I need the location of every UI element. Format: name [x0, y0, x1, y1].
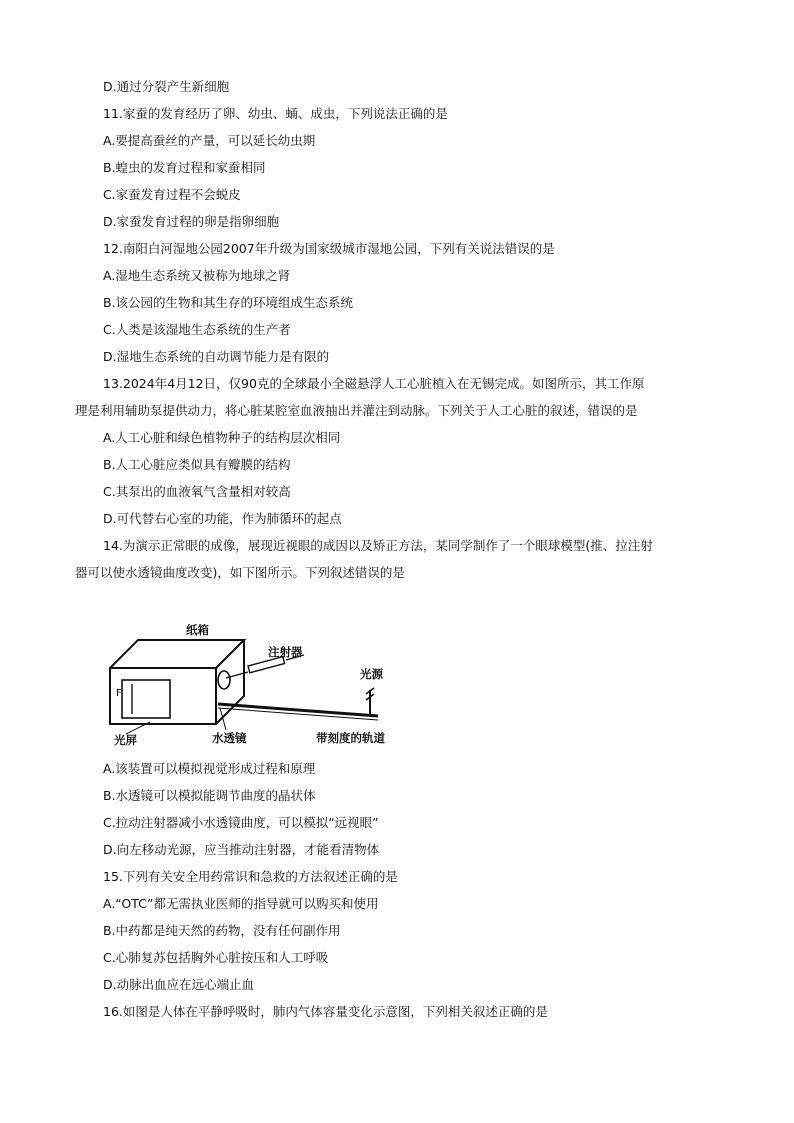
question-14-line1: 14.为演示正常眼的成像，展现近视眼的成因以及矫正方法，某同学制作了一个眼球模型(推、拉注射 [103, 538, 653, 553]
question-12: 12.南阳白河湿地公园2007年升级为国家级城市湿地公园，下列有关说法错误的是 [103, 241, 555, 256]
label-screen: 光屏 [114, 733, 137, 747]
screen-mark: F [116, 688, 122, 699]
question-14-line2: 器可以使水透镜曲度改变)，如下图所示。下列叙述错误的是 [75, 565, 405, 580]
option-15c: C.心肺复苏包括胸外心脏按压和人工呼吸 [103, 950, 329, 965]
option-14a: A.该装置可以模拟视觉形成过程和原理 [103, 761, 316, 776]
option-13d: D.可代替右心室的功能，作为肺循环的起点 [103, 511, 342, 526]
option-13b: B.人工心脏应类似具有瓣膜的结构 [103, 457, 291, 472]
label-light-source: 光源 [360, 667, 383, 681]
option-15b: B.中药都是纯天然的药物，没有任何副作用 [103, 923, 341, 938]
option-13a: A.人工心脏和绿色植物种子的结构层次相同 [103, 430, 341, 445]
option-12c: C.人类是该湿地生态系统的生产者 [103, 322, 291, 337]
option-14d: D.向左移动光源，应当推动注射器，才能看清物体 [103, 842, 380, 857]
option-12b: B.该公园的生物和其生存的环境组成生态系统 [103, 295, 354, 310]
label-water-lens: 水透镜 [212, 731, 247, 745]
option-11a: A.要提高蚕丝的产量，可以延长幼虫期 [103, 133, 316, 148]
eyeball-model-figure [108, 618, 408, 748]
label-box: 纸箱 [186, 623, 209, 637]
question-16: 16.如图是人体在平静呼吸时，肺内气体容量变化示意图，下列相关叙述正确的是 [103, 1004, 548, 1019]
option-15a: A.“OTC”都无需执业医师的指导就可以购买和使用 [103, 896, 379, 911]
option-15d: D.动脉出血应在远心端止血 [103, 977, 255, 992]
label-syringe: 注射器 [268, 645, 303, 659]
option-11d: D.家蚕发育过程的卵是指卵细胞 [103, 214, 280, 229]
question-11: 11.家蚕的发育经历了卵、幼虫、蛹、成虫，下列说法正确的是 [103, 106, 448, 121]
label-track: 带刻度的轨道 [316, 731, 385, 745]
option-11c: C.家蚕发育过程不会蜕皮 [103, 187, 241, 202]
option-10d: D.通过分裂产生新细胞 [103, 79, 230, 94]
option-12a: A.湿地生态系统又被称为地球之肾 [103, 268, 291, 283]
option-11b: B.蝗虫的发育过程和家蚕相同 [103, 160, 266, 175]
question-13-line1: 13.2024年4月12日，仅90克的全球最小全磁悬浮人工心脏植入在无锡完成。如图所示，其工作原 [103, 376, 645, 391]
option-13c: C.其泵出的血液氧气含量相对较高 [103, 484, 291, 499]
option-12d: D.湿地生态系统的自动调节能力是有限的 [103, 349, 330, 364]
eyeball-model-drawing [108, 618, 408, 748]
option-14b: B.水透镜可以模拟能调节曲度的晶状体 [103, 788, 316, 803]
question-13-line2: 理是利用辅助泵提供动力，将心脏某腔室血液抽出并灌注到动脉。下列关于人工心脏的叙述，错误的是 [75, 403, 638, 418]
option-14c: C.拉动注射器减小水透镜曲度，可以模拟“远视眼” [103, 815, 379, 830]
question-15: 15.下列有关安全用药常识和急救的方法叙述正确的是 [103, 869, 398, 884]
